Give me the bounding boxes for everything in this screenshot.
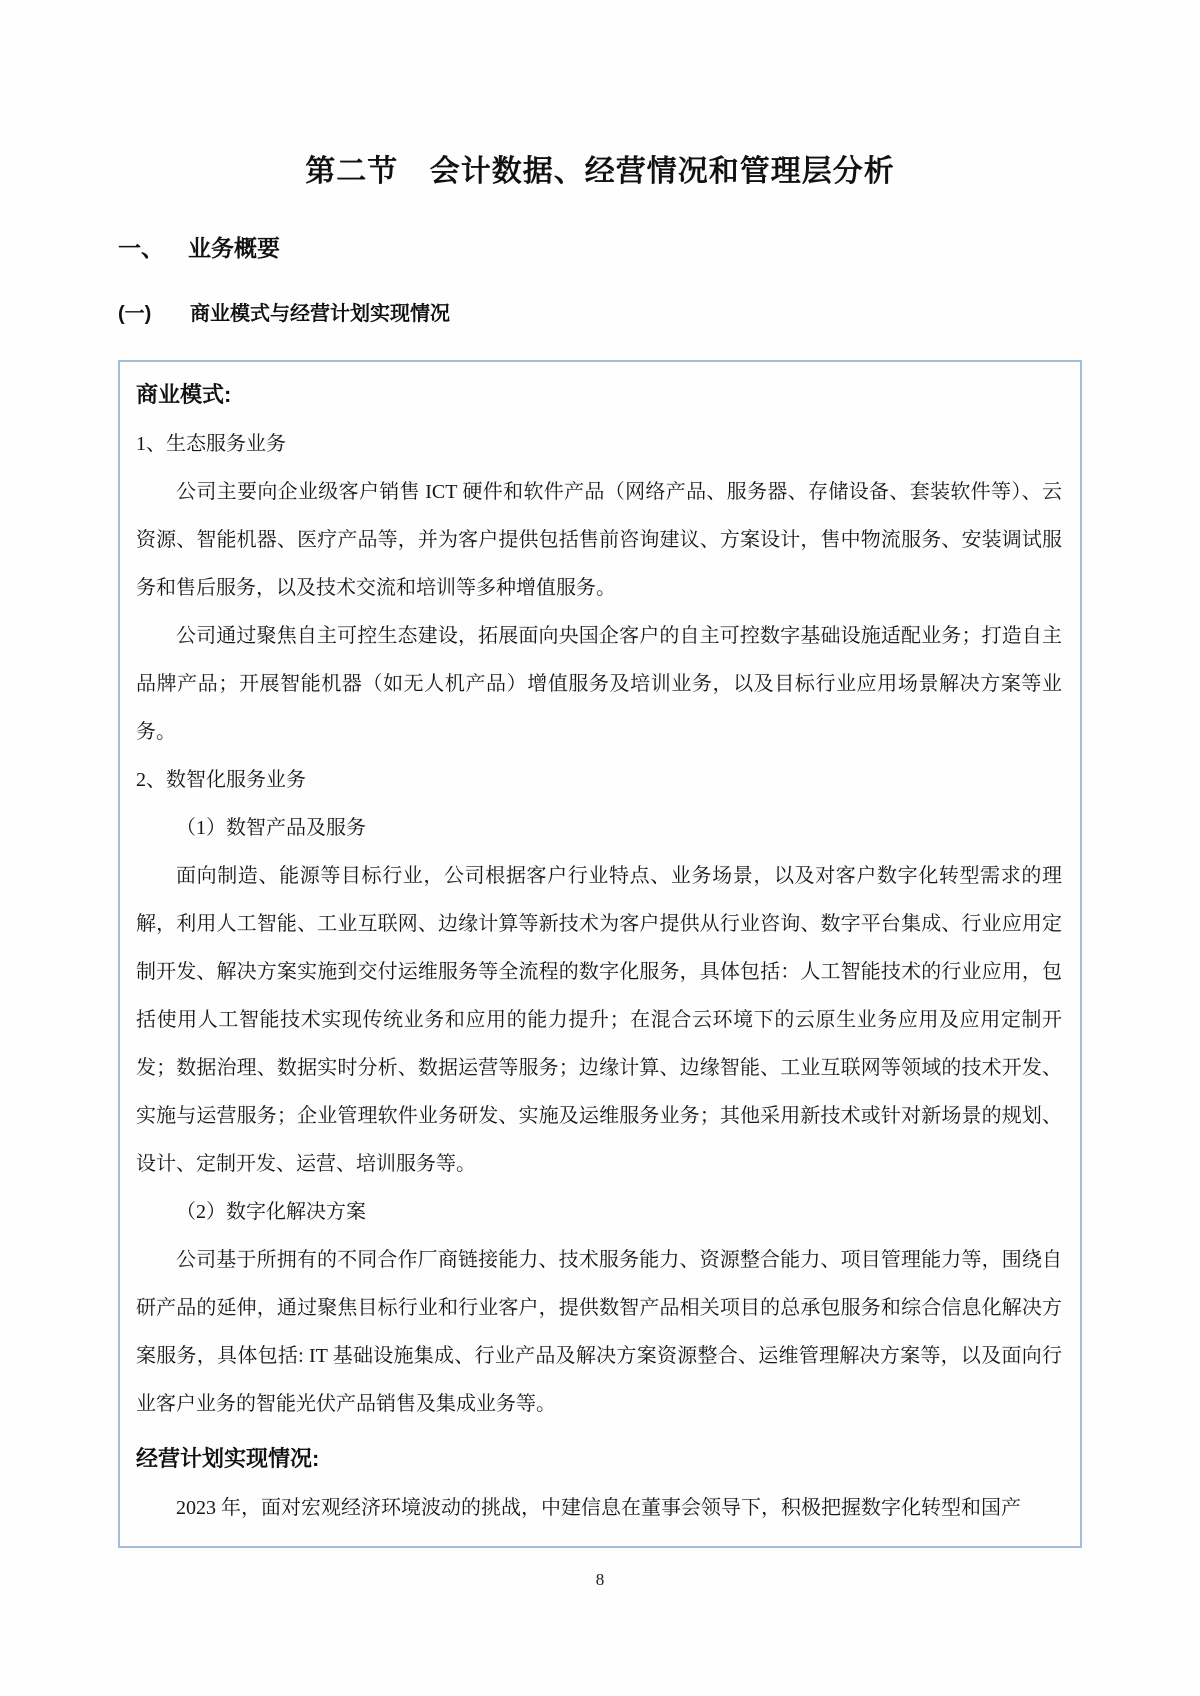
heading-level2 [118,297,1082,326]
list-item-digital-service-title: 2、数智化服务业务 [136,769,306,791]
page-title [118,0,1082,190]
title-section-text: 会计数据、经营情况和管理层分析 [429,155,895,188]
heading-level2-number: (一) [118,303,152,325]
paragraph-operating-plan: 2023 年，面对宏观经济环境波动的挑战，中建信息在董事会领导下，积极把握数字化转型和国产 [176,1497,1021,1519]
title-section-number: 第二节 [305,155,399,188]
subheading-digital-solutions: （2）数字化解决方案 [176,1201,366,1223]
heading-level2-label: 商业模式与经营计划实现情况 [190,303,450,325]
paragraph-eco-service-2: 公司通过聚焦自主可控生态建设，拓展面向央国企客户的自主可控数字基础设施适配业务；打造自主品牌产品；开展智能机器（如无人机产品）增值服务及培训业务，以及目标行业应用场景解决方案等业务。 [136,625,1062,743]
box-section-title-operating-plan: 经营计划实现情况: [136,1446,320,1471]
list-item-eco-service-title: 1、生态服务业务 [136,433,286,455]
box-section-title-business-model: 商业模式: [136,382,232,407]
page-number: 8 [595,1570,605,1589]
business-model-box [118,360,1082,1548]
heading-level1-label: 业务概要 [188,235,280,261]
heading-level1-number: 一、 [118,235,164,261]
paragraph-digital-products: 面向制造、能源等目标行业，公司根据客户行业特点、业务场景，以及对客户数字化转型需求的理解，利用人工智能、工业互联网、边缘计算等新技术为客户提供从行业咨询、数字平台集成、行业应用定制开发、解决方案实施到交付运维服务等全流程的数字化服务，具体包括：人工智能技术的行业应用，包括使用人工智能技术实现传统业务和应用的能力提升；在混合云环境下的云原生业务应用及应用定制开发；数据治理、数据实时分析、数据运营等服务；边缘计算、边缘智能、工业互联网等领域的技术开发、实施与运营服务；企业管理软件业务研发、实施及运维服务业务；其他采用新技术或针对新场景的规划、设计、定制开发、运营、培训服务等。 [136,865,1062,1175]
heading-level1 [118,230,1082,263]
paragraph-eco-service-1: 公司主要向企业级客户销售 ICT 硬件和软件产品（网络产品、服务器、存储设备、套装软件等）、云资源、智能机器、医疗产品等，并为客户提供包括售前咨询建议、方案设计，售中物流服务、安装调试服务和售后服务，以及技术交流和培训等多种增值服务。 [136,481,1062,599]
paragraph-digital-solutions: 公司基于所拥有的不同合作厂商链接能力、技术服务能力、资源整合能力、项目管理能力等，围绕自研产品的延伸，通过聚焦目标行业和行业客户，提供数智产品相关项目的总承包服务和综合信息化解决方案服务，具体包括: IT 基础设施集成、行业产品及解决方案资源整合、运维管理解决方案等，以及面向行业客户业务的智能光伏产品销售及集成业务等。 [136,1249,1062,1415]
subheading-digital-products: （1）数智产品及服务 [176,817,366,839]
